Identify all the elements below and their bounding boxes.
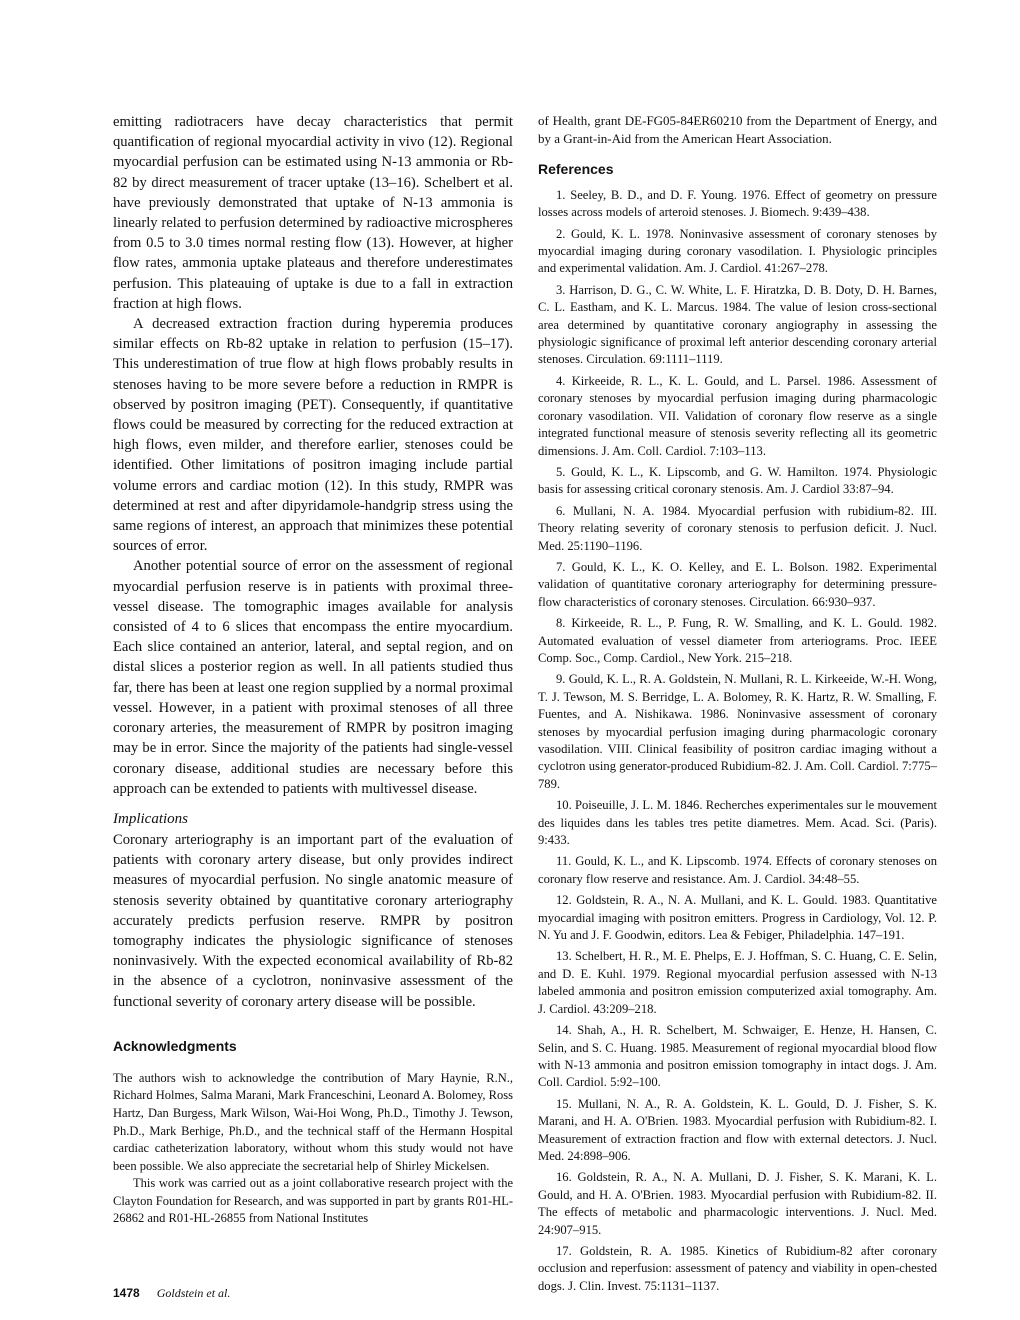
running-author: Goldstein et al. [156,1286,231,1300]
reference-item: 10. Poiseuille, J. L. M. 1846. Recherches experimentales sur le mouvement des liquides dans les tables tres petite diametres. Mem. Acad. Sci. (Paris). 9:433. [538,798,937,848]
reference-list [538,187,937,1295]
implications-heading: Implications [113,810,188,827]
implications-paragraph: Coronary arteriography is an important part of the evaluation of patients with coronary artery disease, but only provides indirect measures of myocardial perfusion. No single anatomic measure of stenosis severity obtained by quantitative coronary arteriography accurately predicts perfusion reserve. RMPR by positron tomography indicates the physiologic significance of stenoses noninvasively. With the expected economical availability of Rb-82 in the absence of a cyclotron, noninvasive assessment of the functional severity of coronary artery disease will be possible. [113,831,513,1010]
reference-item: 11. Gould, K. L., and K. Lipscomb. 1974. Effects of coronary stenoses on coronary flow reserve and resistance. Am. J. Cardiol. 34:48–55. [538,854,937,886]
reference-item: 9. Gould, K. L., R. A. Goldstein, N. Mullani, R. L. Kirkeeide, W.-H. Wong, T. J. Tewson, M. S. Berridge, L. A. Bolomey, R. K. Hartz, R. W. Smalling, F. Fuentes, and A. Nishikawa. 1986. Noninvasive assessment of coronary stenoses by myocardial perfusion imaging during pharmacologic coronary vasodilation. VIII. Clinical feasibility of positron cardiac imaging without a cyclotron using generator-produced Rubidium-82. J. Am. Coll. Cardiol. 7:775–789. [538,672,937,791]
right-column [538,112,937,1299]
reference-item: 1. Seeley, B. D., and D. F. Young. 1976. Effect of geometry on pressure losses across models of arteroid stenoses. J. Biomech. 9:439–438. [538,187,937,220]
left-column [113,112,513,1228]
reference-item: 17. Goldstein, R. A. 1985. Kinetics of Rubidium-82 after coronary occlusion and reperfusion: assessment of patency and viability in open-chested dogs. J. Clin. Invest. 75:1131–1137. [538,1243,937,1293]
reference-item: 2. Gould, K. L. 1978. Noninvasive assessment of coronary stenoses by myocardial imaging during coronary vasodilation. I. Physiologic principles and experimental validation. Am. J. Cardiol. 41:267–278. [538,226,937,276]
funding-continuation: of Health, grant DE-FG05-84ER60210 from the Department of Energy, and by a Grant-in-Aid from the American Heart Association. [538,113,937,147]
reference-item: 14. Shah, A., H. R. Schelbert, M. Schwaiger, E. Henze, H. Hansen, C. Selin, and S. C. Huang. 1985. Measurement of regional myocardial blood flow with N-13 ammonia and positron emission tomography in intact dogs. J. Am. Coll. Cardiol. 5:92–100. [538,1023,937,1090]
reference-item: 8. Kirkeeide, R. L., P. Fung, R. W. Smalling, and K. L. Gould. 1982. Automated evaluation of vessel diameter from arteriograms. Proc. IEEE Comp. Soc., Comp. Cardiol., New York. 215–218. [538,616,937,665]
body-paragraph: A decreased extraction fraction during hyperemia produces similar effects on Rb-82 uptake in relation to perfusion (15–17). This underestimation of true flow at high flows probably results in stenoses having to be more severe before a reduction in RMPR is observed by positron imaging (PET). Consequently, if quantitative flows could be measured by correcting for the reduced extraction at high flows, even milder, and therefore earlier, stenoses could be identified. Other limitations of positron imaging include partial volume errors and cardiac motion (12). In this study, RMPR was determined at rest and after dipyridamole-handgrip stress using the same regions of interest, an approach that minimizes these potential sources of error. [113,316,513,555]
page-number: 1478 [113,1286,140,1300]
reference-item: 4. Kirkeeide, R. L., K. L. Gould, and L. Parsel. 1986. Assessment of coronary stenoses by myocardial perfusion imaging during pharmacologic coronary vasodilation. VII. Validation of coronary flow reserve as a single integrated functional measure of stenosis severity reflecting all its geometric dimensions. J. Am. Coll. Cardiol. 7:103–113. [538,373,937,458]
reference-item: 3. Harrison, D. G., C. W. White, L. F. Hiratzka, D. B. Doty, D. H. Barnes, C. L. Eastham, and K. L. Marcus. 1984. The value of lesion cross-sectional area determined by quantitative coronary angiography in assessing the physiologic significance of proximal left anterior descending coronary arterial stenoses. Circulation. 69:1111–1119. [538,282,937,367]
acknowledgments-heading: Acknowledgments [113,1037,237,1054]
acknowledgments-paragraph: The authors wish to acknowledge the contribution of Mary Haynie, R.N., Richard Holmes, Salma Marani, Mark Franceschini, Leonard A. Bolomey, Ross Hartz, Dan Burgess, Mark Wilson, Wai-Hoi Wong, Ph.D., Timothy J. Tewson, Ph.D., Mark Berhige, Ph.D., and the technical staff of the Hermann Hospital cardiac catheterization laboratory, without whom this study would not have been possible. We also appreciate the secretarial help of Shirley Mickelsen. [113,1070,513,1173]
page-footer [113,1286,230,1301]
reference-item: 6. Mullani, N. A. 1984. Myocardial perfusion with rubidium-82. III. Theory relating severity of coronary stenosis to perfusion deficit. J. Nucl. Med. 25:1190–1196. [538,503,937,553]
reference-item: 12. Goldstein, R. A., N. A. Mullani, and K. L. Gould. 1983. Quantitative myocardial imaging with positron emitters. Progress in Cardiology, Vol. 12. P. N. Yu and J. F. Goodwin, editors. Lea & Febiger, Philadelphia. 147–191. [538,893,937,943]
reference-item: 7. Gould, K. L., K. O. Kelley, and E. L. Bolson. 1982. Experimental validation of quantitative coronary arteriography for determining pressure-flow characteristics of coronary stenoses. Circulation. 66:930–937. [538,559,937,609]
body-paragraph: emitting radiotracers have decay characteristics that permit quantification of regional myocardial activity in vivo (12). Regional myocardial perfusion can be estimated using N-13 ammonia or Rb-82 by direct measurement of tracer uptake (13–16). Schelbert et al. have previously demonstrated that uptake of N-13 ammonia is linearly related to perfusion determined by radioactive microspheres from 0.5 to 3.0 times normal resting flow (13). However, at higher flow rates, ammonia uptake plateaus and therefore underestimates perfusion. This plateauing of uptake is due to a fall in extraction fraction at high flows. [113,114,513,312]
references-heading: References [538,160,614,177]
acknowledgments-paragraph: This work was carried out as a joint collaborative research project with the Clayton Foundation for Research, and was supported in part by grants R01-HL-26862 and R01-HL-26855 from National Institutes [113,1176,513,1226]
reference-item: 15. Mullani, N. A., R. A. Goldstein, K. L. Gould, D. J. Fisher, S. K. Marani, and H. A. O'Brien. 1983. Myocardial perfusion with Rubidium-82. I. Measurement of extraction fraction and flow with external detectors. J. Nucl. Med. 24:898–906. [538,1096,937,1163]
reference-item: 13. Schelbert, H. R., M. E. Phelps, E. J. Hoffman, S. C. Huang, C. E. Selin, and D. E. Kuhl. 1979. Regional myocardial perfusion assessed with N-13 labeled ammonia and positron emission computerized axial tomography. Am. J. Cardiol. 43:209–218. [538,949,937,1016]
reference-item: 16. Goldstein, R. A., N. A. Mullani, D. J. Fisher, S. K. Marani, K. L. Gould, and H. A. O'Brien. 1983. Myocardial perfusion with Rubidium-82. II. The effects of metabolic and pharmacologic interventions. J. Nucl. Med. 24:907–915. [538,1170,937,1237]
reference-item: 5. Gould, K. L., K. Lipscomb, and G. W. Hamilton. 1974. Physiologic basis for assessing critical coronary stenosis. Am. J. Cardiol 33:87–94. [538,464,937,497]
body-paragraph: Another potential source of error on the assessment of regional myocardial perfusion reserve is in patients with proximal three-vessel disease. The tomographic images available for analysis consisted of 4 to 6 slices that encompass the entire myocardium. Each slice contained an anterior, lateral, and septal region, and on distal slices a posterior region as well. In all patients studied thus far, there has been at least one region supplied by a normal proximal vessel. However, in a patient with proximal stenoses of all three coronary arteries, the measurement of RMPR by positron imaging may be in error. Since the majority of the patients had single-vessel coronary disease, additional studies are necessary before this approach can be extended to patients with multivessel disease. [113,558,513,797]
